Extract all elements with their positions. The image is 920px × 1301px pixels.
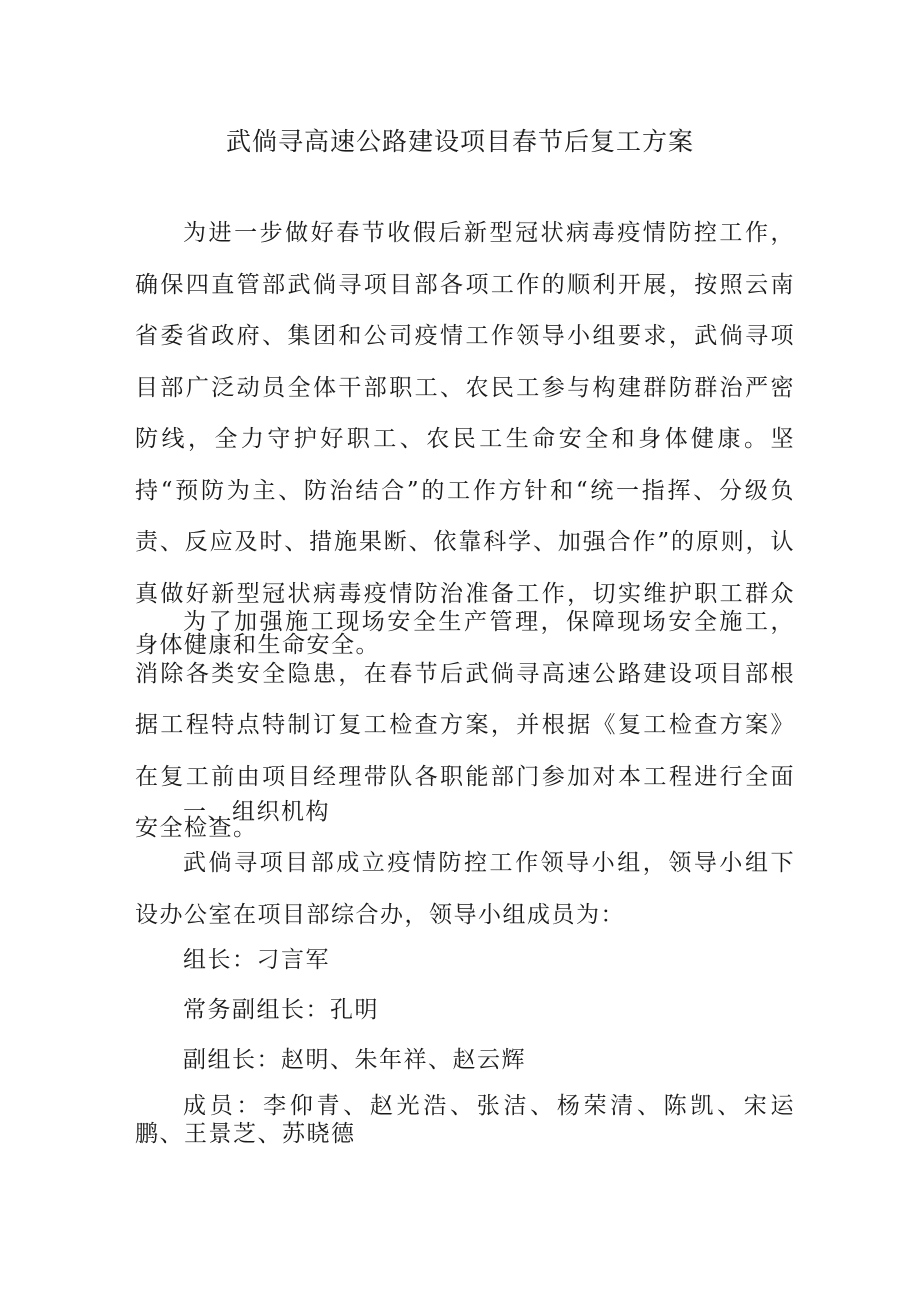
executive-deputy-leader-line: 常务副组长：孔明 [183, 997, 379, 1023]
members-line: 成员：李仰青、赵光浩、张洁、杨荣清、陈凯、宋运鹏、王景芝、苏晓德 [135, 1093, 795, 1147]
paragraph-epidemic-prevention: 为进一步做好春节收假后新型冠状病毒疫情防控工作，确保四直管部武倘寻项目部各项工作的顺利开展，按照云南省委省政府、集团和公司疫情工作领导小组要求，武倘寻项目部广泛动员全体干部职工、农民工参与构建群防群治严密防线，全力守护好职工、农民工生命安全和身体健康。坚持“预防为主、防治结合”的工作方针和“统一指挥、分级负责、反应及时、措施果断、依靠科学、加强合作”的原则，认真做好新型冠状病毒疫情防治准备工作，切实维护职工群众身体健康和生命安全。 [135, 220, 795, 658]
deputy-leader-line: 副组长：赵明、朱年祥、赵云辉 [183, 1047, 526, 1073]
leader-line: 组长：刁言军 [183, 947, 330, 973]
paragraph-safety-inspection: 为了加强施工现场安全生产管理，保障现场安全施工，消除各类安全隐患，在春节后武倘寻高速公路建设项目部根据工程特点特制订复工检查方案，并根据《复工检查方案》在复工前由项目经理带队各职能部门参加对本工程进行全面安全检查。 [135, 609, 795, 841]
document-title: 武倘寻高速公路建设项目春节后复工方案 [225, 127, 694, 156]
paragraph-leadership-group: 武倘寻项目部成立疫情防控工作领导小组，领导小组下设办公室在项目部综合办，领导小组成员为： [135, 850, 795, 928]
section-heading-organization: 一、组织机构 [183, 799, 330, 825]
